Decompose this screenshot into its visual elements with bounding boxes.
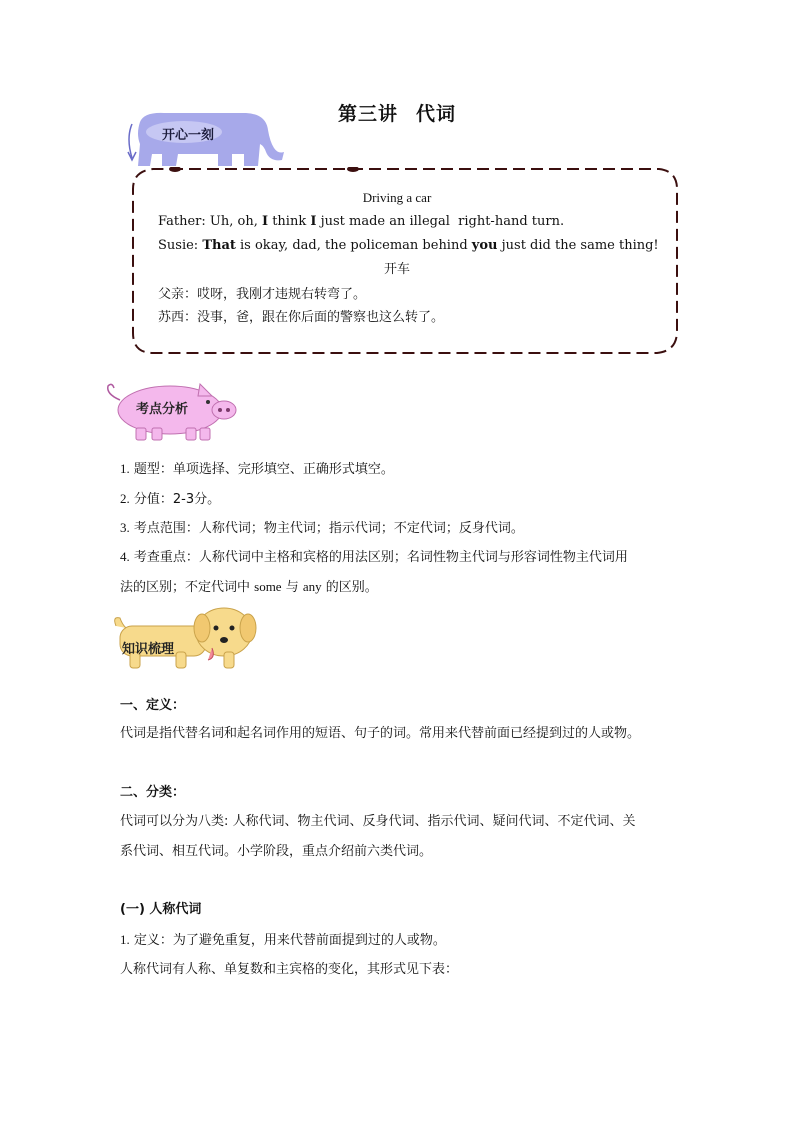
title-part1: 第三讲 — [337, 103, 398, 125]
pig-banner-label: 考点分析 — [136, 402, 189, 417]
analysis-item-4: 4. 考查重点：人称代词中主格和宾格的用法区别；名词性物主代词与形容词性物主代词用 — [120, 549, 628, 565]
personal-pronoun-heading: (一) 人称代词 — [120, 902, 202, 917]
analysis-item-2: 2. 分值：2-3分。 — [120, 491, 221, 507]
story-zh-2: 苏西：没事，爸，跟在你后面的警察也这么转了。 — [158, 310, 445, 325]
definition-heading: 一、定义： — [120, 698, 186, 713]
definition-text: 代词是指代替名词和起名词作用的短语、句子的词。常用来代替前面已经提到过的人或物。 — [120, 726, 641, 741]
personal-pronoun-note: 人称代词有人称、单复数和主宾格的变化，其形式见下表： — [120, 962, 459, 977]
story-title-zh: 开车 — [383, 262, 410, 277]
title-part2: 代词 — [416, 103, 457, 125]
story-title-en: Driving a car — [362, 190, 432, 205]
elephant-banner-label: 开心一刻 — [162, 128, 215, 143]
classification-text-2: 系代词、相互代词。小学阶段，重点介绍前六类代词。 — [120, 844, 433, 859]
story-line-susie: Susie: That is okay, dad, the policeman behind you just did the same thing! — [158, 238, 659, 253]
analysis-item-4-cont: 法的区别；不定代词中 some 与 any 的区别。 — [120, 579, 378, 595]
elephant-banner — [118, 108, 288, 170]
story-zh-1: 父亲：哎呀，我刚才违规右转弯了。 — [158, 287, 367, 302]
personal-pronoun-definition: 1. 定义：为了避免重复，用来代替前面提到过的人或物。 — [120, 932, 446, 948]
analysis-item-3: 3. 考点范围：人称代词；物主代词；指示代词；不定代词；反身代词。 — [120, 520, 524, 536]
pig-banner — [102, 380, 244, 442]
dog-banner — [112, 606, 262, 672]
story-line-father: Father: Uh, oh, I think I just made an illegal right-hand turn. — [158, 214, 565, 229]
classification-heading: 二、分类： — [120, 785, 186, 800]
dog-banner-label: 知识梳理 — [122, 642, 175, 657]
classification-text-1: 代词可以分为八类: 人称代词、物主代词、反身代词、指示代词、疑问代词、不定代词、关 — [120, 814, 636, 829]
analysis-item-1: 1. 题型：单项选择、完形填空、正确形式填空。 — [120, 461, 394, 477]
